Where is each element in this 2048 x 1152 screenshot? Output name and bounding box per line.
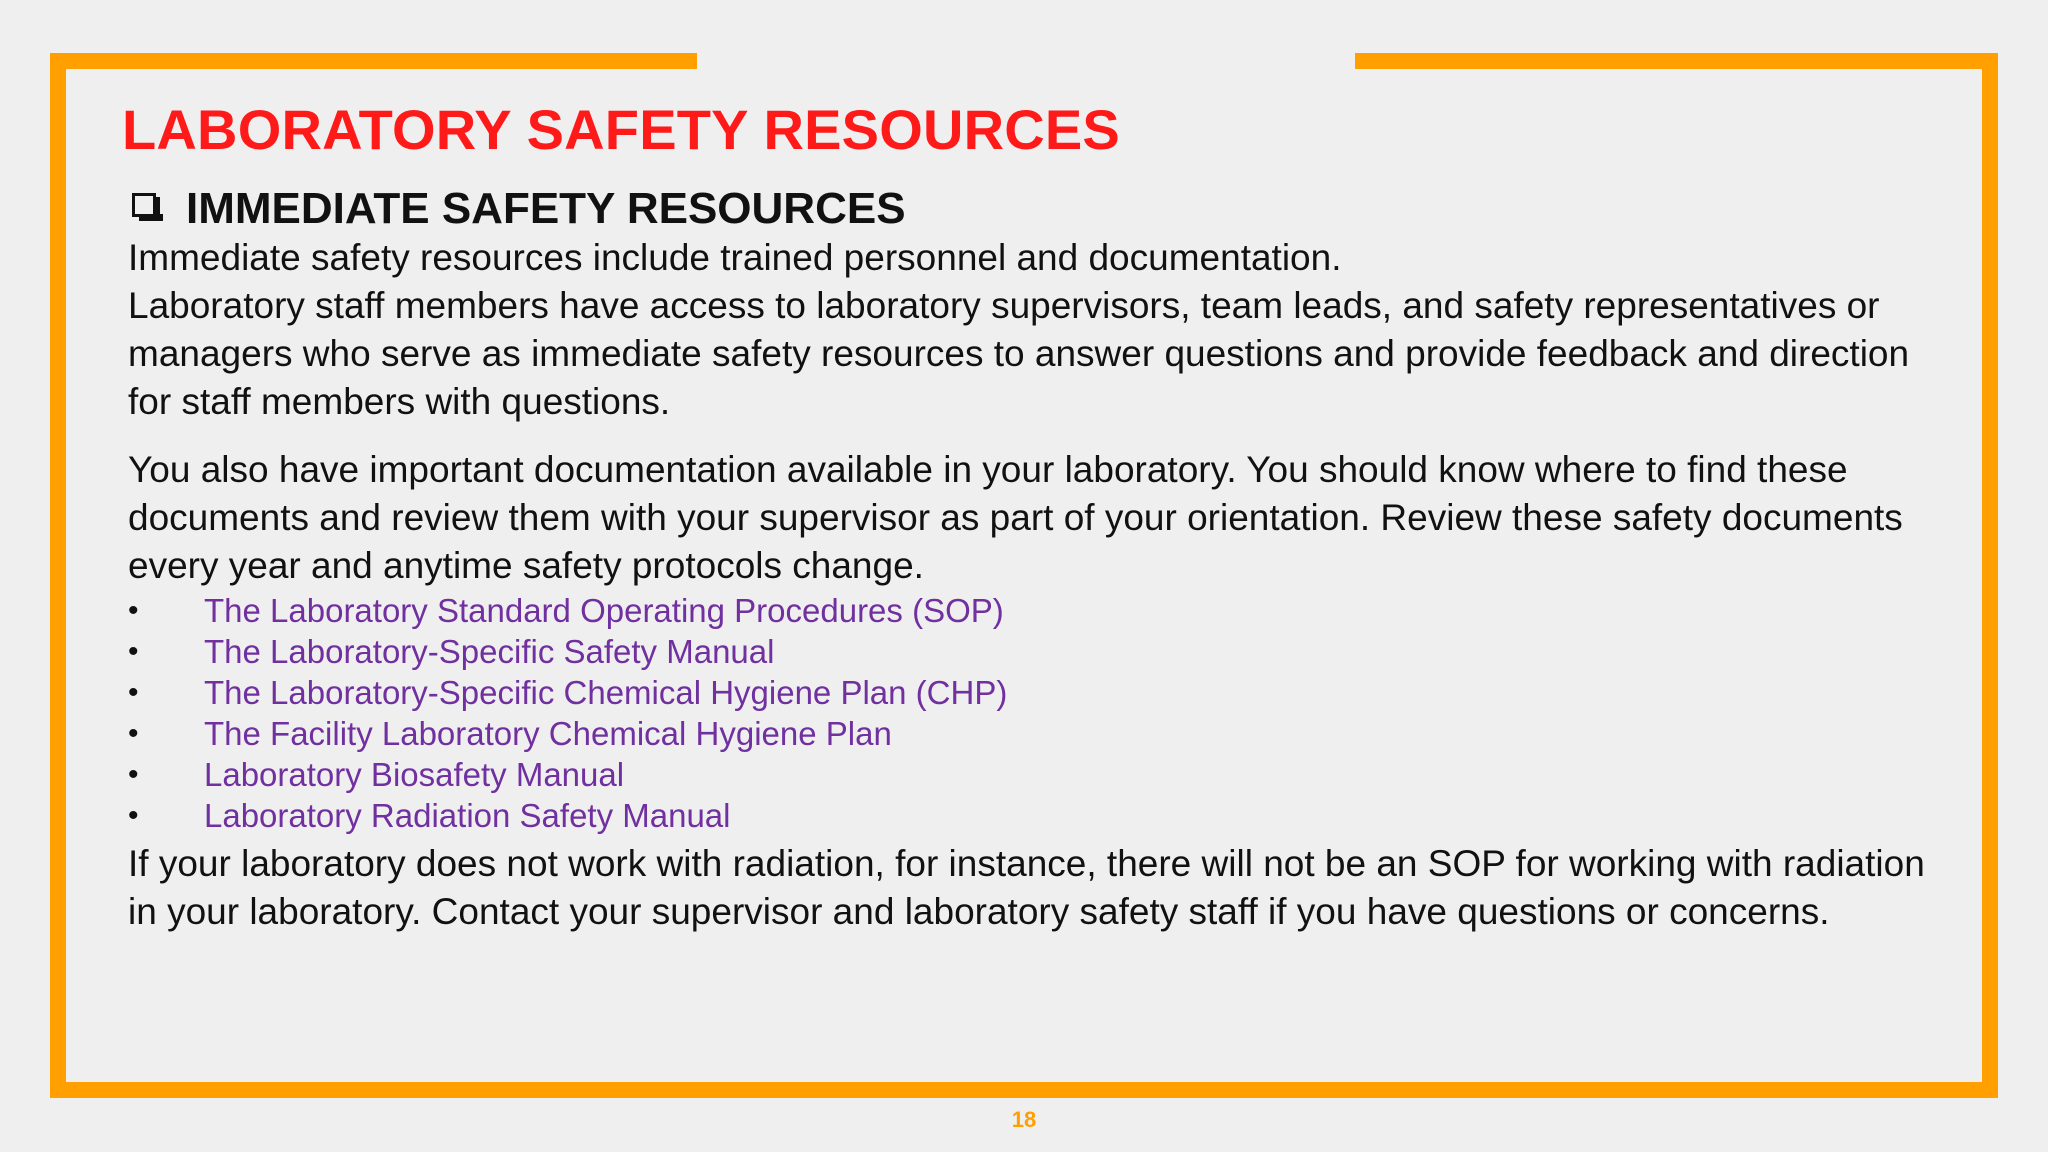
paragraph-intro-rest: Laboratory staff members have access to laboratory supervisors, team leads, and safety representatives or managers who serve as immediate safety resources to answer questions and provide feedback and direction for staff members with questions. bbox=[128, 285, 1910, 422]
page-number: 18 bbox=[1011, 1107, 1037, 1132]
frame-top-left bbox=[50, 53, 697, 69]
document-link-biosafety[interactable]: Laboratory Biosafety Manual bbox=[204, 756, 625, 793]
slide-title: LABORATORY SAFETY RESOURCES bbox=[122, 98, 1120, 161]
list-item bbox=[128, 795, 1962, 836]
subheading bbox=[122, 184, 1962, 234]
bullet-dot: • bbox=[128, 716, 139, 750]
bullet-dot: • bbox=[128, 593, 139, 627]
document-list bbox=[122, 590, 1962, 836]
slide-content bbox=[122, 96, 1962, 936]
checkbox-icon bbox=[132, 193, 156, 217]
list-item bbox=[128, 754, 1962, 795]
list-item bbox=[128, 590, 1962, 631]
bullet-dot: • bbox=[128, 634, 139, 668]
paragraph-documentation: You also have important documentation available in your laboratory. You should know where to find these documents and review them with your supervisor as part of your orientation. Review these safety documents every year and anytime safety protocols change. bbox=[128, 449, 1903, 586]
bullet-dot: • bbox=[128, 798, 139, 832]
paragraph-intro-line1: Immediate safety resources include trained personnel and documentation. bbox=[128, 237, 1342, 278]
frame-top-right bbox=[1355, 53, 1998, 69]
bullet-dot: • bbox=[128, 675, 139, 709]
list-item bbox=[128, 672, 1962, 713]
frame-left bbox=[50, 53, 66, 1098]
list-item bbox=[128, 713, 1962, 754]
document-link-safety-manual[interactable]: The Laboratory-Specific Safety Manual bbox=[204, 633, 775, 670]
paragraph-intro bbox=[122, 234, 1962, 426]
document-link-chp[interactable]: The Laboratory-Specific Chemical Hygiene Plan (CHP) bbox=[204, 674, 1008, 711]
paragraph-radiation-note: If your laboratory does not work with radiation, for instance, there will not be an SOP for working with radiation in your laboratory. Contact your supervisor and laboratory safety staff if you have questions or concerns. bbox=[128, 843, 1925, 932]
document-link-sop[interactable]: The Laboratory Standard Operating Procedures (SOP) bbox=[204, 592, 1004, 629]
subheading-text: IMMEDIATE SAFETY RESOURCES bbox=[186, 184, 906, 233]
frame-bottom bbox=[50, 1082, 1998, 1098]
frame-right bbox=[1982, 53, 1998, 1098]
bullet-dot: • bbox=[128, 757, 139, 791]
list-item bbox=[128, 631, 1962, 672]
document-link-radiation[interactable]: Laboratory Radiation Safety Manual bbox=[204, 797, 731, 834]
document-link-facility-chp[interactable]: The Facility Laboratory Chemical Hygiene Plan bbox=[204, 715, 892, 752]
